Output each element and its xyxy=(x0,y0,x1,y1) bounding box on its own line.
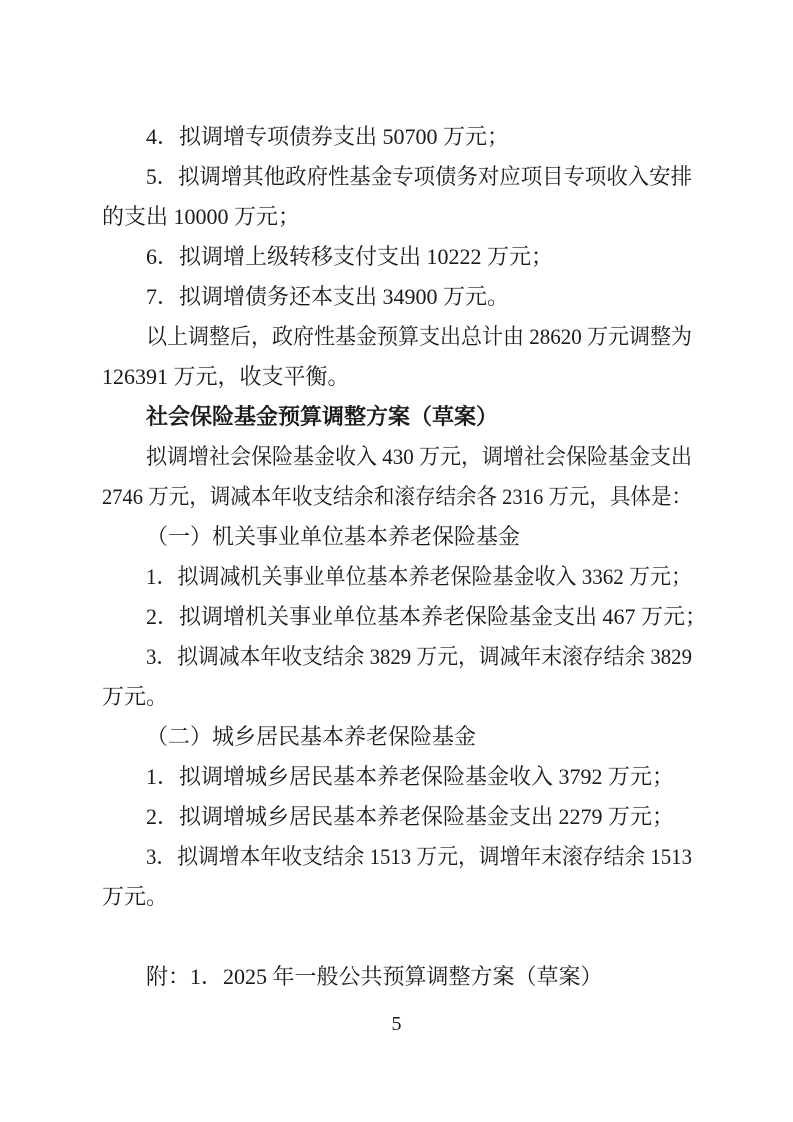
doc-line: 2746 万元，调减本年收支结余和滚存结余各 2316 万元，具体是： xyxy=(102,484,692,509)
doc-line: 以上调整后，政府性基金预算支出总计由 28620 万元调整为 xyxy=(146,324,692,349)
doc-line: 万元。 xyxy=(102,884,169,909)
section-heading: 社会保险基金预算调整方案（草案） xyxy=(146,404,499,429)
doc-line: 拟调增社会保险基金收入 430 万元，调增社会保险基金支出 xyxy=(146,444,692,469)
doc-line: 7．拟调增债务还本支出 34900 万元。 xyxy=(146,284,510,309)
subsection-heading: （二）城乡居民基本养老保险基金 xyxy=(146,724,477,749)
blank-line xyxy=(102,917,692,957)
doc-line: 的支出 10000 万元； xyxy=(102,204,301,229)
doc-line: 1．拟调减机关事业单位基本养老保险基金收入 3362 万元； xyxy=(146,564,692,589)
doc-line: 5．拟调增其他政府性基金专项债务对应项目专项收入安排 xyxy=(146,164,692,189)
page-number: 5 xyxy=(391,1013,402,1035)
document-body xyxy=(102,117,708,997)
attachment-line: 附：1．2025 年一般公共预算调整方案（草案） xyxy=(146,964,603,989)
doc-line: 126391 万元，收支平衡。 xyxy=(102,364,350,389)
doc-line: 4．拟调增专项债券支出 50700 万元； xyxy=(146,124,510,149)
doc-line: 万元。 xyxy=(102,684,169,709)
subsection-heading: （一）机关事业单位基本养老保险基金 xyxy=(146,524,521,549)
doc-line: 1．拟调增城乡居民基本养老保险基金收入 3792 万元； xyxy=(146,764,675,789)
doc-line: 6．拟调增上级转移支付支出 10222 万元； xyxy=(146,244,554,269)
doc-line: 3．拟调增本年收支结余 1513 万元，调增年末滚存结余 1513 xyxy=(146,844,692,869)
doc-line: 3．拟调减本年收支结余 3829 万元，调减年末滚存结余 3829 xyxy=(146,644,692,669)
doc-line: 2．拟调增城乡居民基本养老保险基金支出 2279 万元； xyxy=(146,804,675,829)
doc-line: 2．拟调增机关事业单位基本养老保险基金支出 467 万元； xyxy=(146,604,708,629)
